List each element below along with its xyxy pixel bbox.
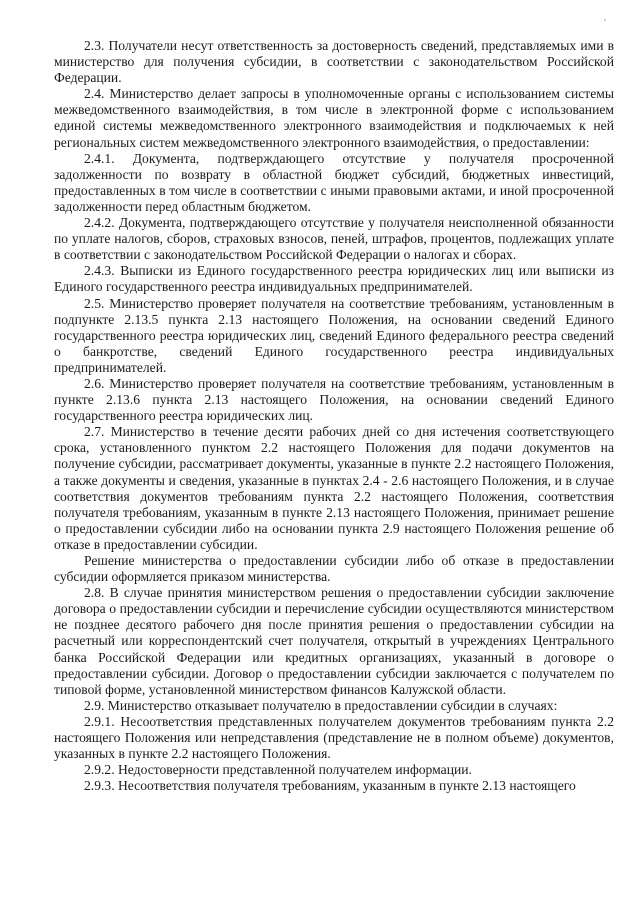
paragraph-2-9: 2.9. Министерство отказывает получателю в предоставлении субсидии в случаях: xyxy=(84,697,558,713)
paragraph-2-4: 2.4. Министерство делает запросы в уполномоченные органы с использованием системы межведомственного взаимодействия, в том числе в электронной форме с использованием единой системы межведомственного электронного взаимодействия и подключаемых к ней региональных систем межведомственного электронного взаимодействия, о предоставлении: xyxy=(54,86,614,150)
paragraph-2-8: 2.8. В случае принятия министерством решения о предоставлении субсидии заключение договора о предоставлении субсидии и перечисление субсидии осуществляются министерством не позднее десятого рабочего дня после принятия решения о предоставлении субсидии на расчетный или корреспондентский счет получателя, открытый в учреждениях Центрального банка Российской Федерации или кредитных организациях, указанный в договоре о предоставлении субсидии. Договор о предоставлении субсидии заключается с получателем по типовой форме, установленной министерством финансов Калужской области. xyxy=(54,585,614,697)
paragraph-2-4-1: 2.4.1. Документа, подтверждающего отсутствие у получателя просроченной задолженности по возврату в областной бюджет субсидий, бюджетных инвестиций, предоставленных в том числе в соответствии с иными правовыми актами, и иной просроченной задолженности перед областным бюджетом. xyxy=(54,150,614,214)
corner-mark: , xyxy=(603,12,606,22)
paragraph-decision: Решение министерства о предоставлении субсидии либо об отказе в предоставлении субсидии оформляется приказом министерства. xyxy=(54,553,614,585)
paragraph-2-9-1: 2.9.1. Несоответствия представленных получателем документов требованиям пункта 2.2 настоящего Положения или непредставления (представление не в полном объеме) документов, указанных в пункте 2.2 настоящего Положения. xyxy=(54,713,614,762)
paragraph-2-4-3: 2.4.3. Выписки из Единого государственного реестра юридических лиц или выписки из Единого государственного реестра индивидуальных предпринимателей. xyxy=(54,263,614,295)
paragraph-2-4-2: 2.4.2. Документа, подтверждающего отсутствие у получателя неисполненной обязанности по уплате налогов, сборов, страховых взносов, пеней, штрафов, процентов, подлежащих уплате в соответствии с законодательством Российской Федерации о налогах и сборах. xyxy=(54,215,614,263)
paragraph-2-9-3: 2.9.3. Несоответствия получателя требованиям, указанным в пункте 2.13 настоящего xyxy=(84,778,576,794)
paragraph-2-5: 2.5. Министерство проверяет получателя на соответствие требованиям, установленным в подпункте 2.13.5 пункта 2.13 настоящего Положения, на основании сведений Единого государственного реестра юридических лиц, сведений Единого федерального реестра сведений о банкротстве, сведений Единого государственного реестра индивидуальных предпринимателей. xyxy=(54,295,614,375)
paragraph-2-3: 2.3. Получатели несут ответственность за достоверность сведений, представляемых ими в министерство для получения субсидии, в соответствии с законодательством Российской Федерации. xyxy=(54,38,614,86)
paragraph-2-6: 2.6. Министерство проверяет получателя на соответствие требованиям, установленным в пункте 2.13.6 пункта 2.13 настоящего Положения, на основании сведений Единого государственного реестра юридических лиц. xyxy=(54,375,614,424)
paragraph-2-7: 2.7. Министерство в течение десяти рабочих дней со дня истечения соответствующего срока, установленного пунктом 2.2 настоящего Положения для подачи документов на получение субсидии, рассматривает документы, указанные в пункте 2.2 настоящего Положения, а также документы и сведения, указанные в пунктах 2.4 - 2.6 настоящего Положения, и в случае соответствия документов требованиям пункта 2.2 настоящего Положения, соответствия получателя требованиям, указанным в пункте 2.13 настоящего Положения, принимает решение о предоставлении субсидии либо на основании пункта 2.9 настоящего Положения решение об отказе в предоставлении субсидии. xyxy=(54,424,614,552)
paragraph-2-9-2: 2.9.2. Недостоверности представленной получателем информации. xyxy=(84,762,472,778)
